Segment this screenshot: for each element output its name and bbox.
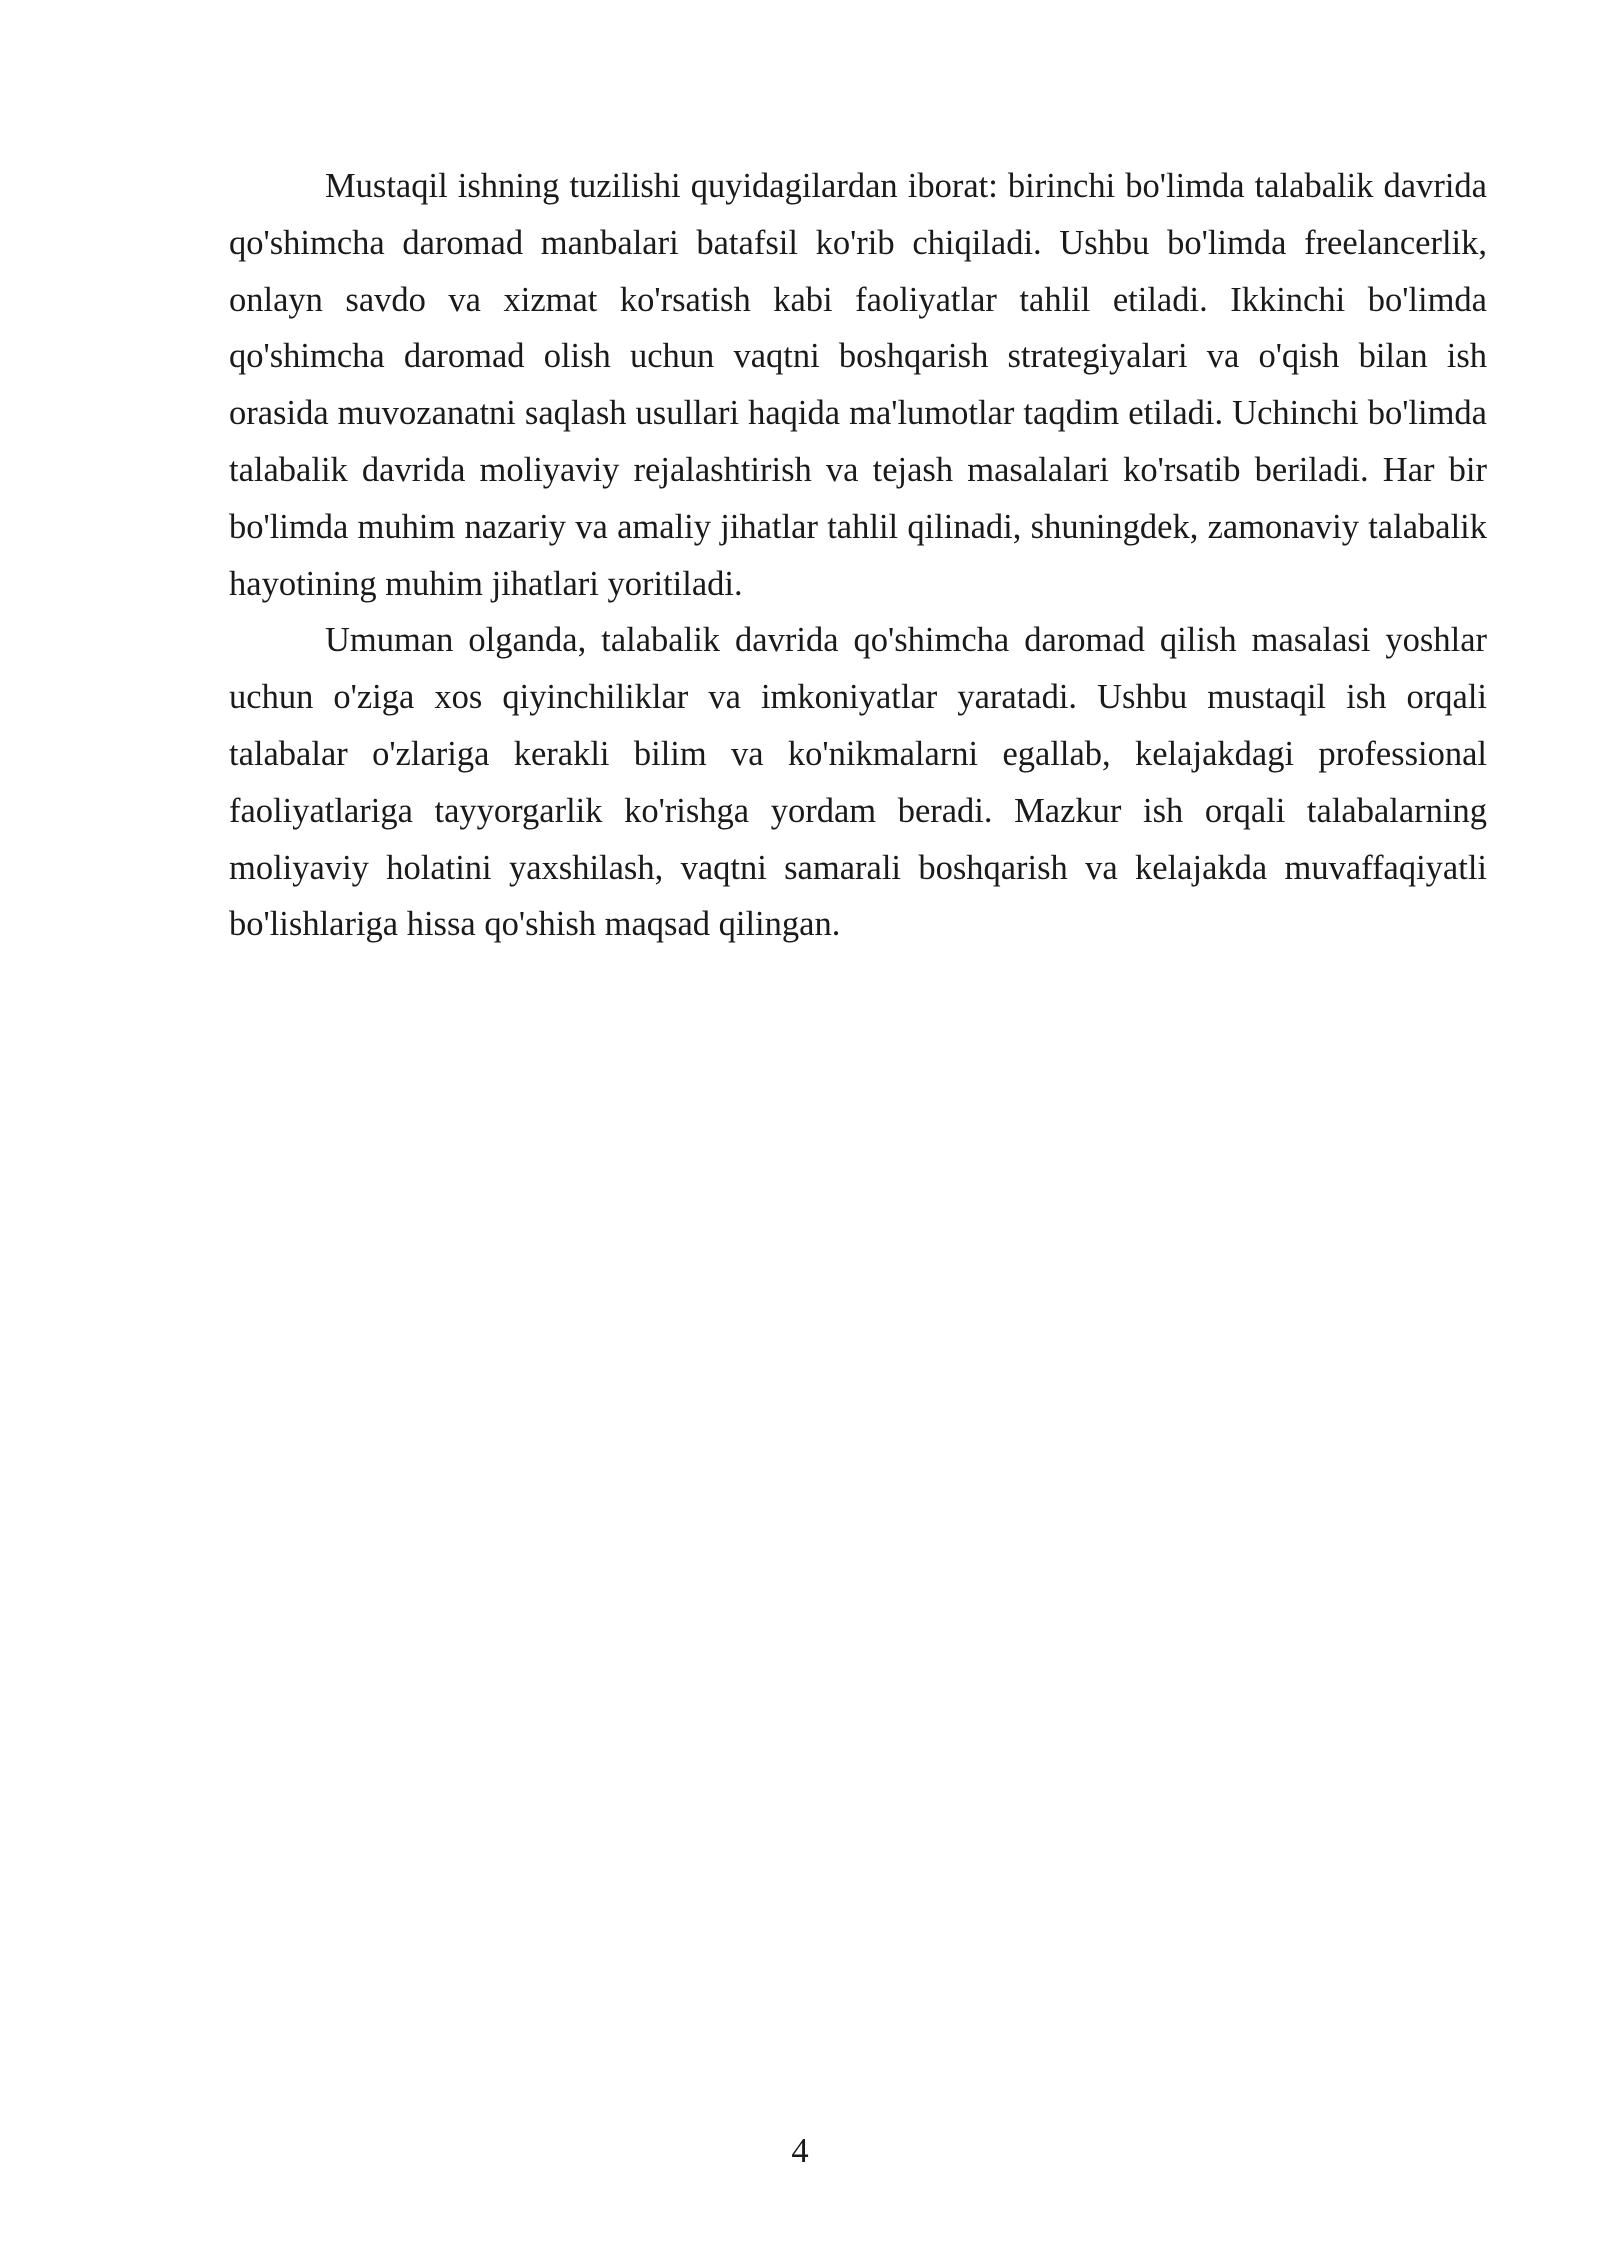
paragraph: Mustaqil ishning tuzilishi quyidagilardan iborat: birinchi bo'limda talabalik davrida qo'shimcha daromad manbalari batafsil ko'rib chiqiladi. Ushbu bo'limda freelancerlik, onlayn savdo va xizmat ko'rsatish kabi faoliyatlar tahlil etiladi. Ikkinchi bo'limda qo'shimcha daromad olish uchun vaqtni boshqarish strategiyalari va o'qish bilan ish orasida muvozanatni saqlash usullari haqida ma'lumotlar taqdim etiladi. Uchinchi bo'limda talabalik davrida moliyaviy rejalashtirish va tejash masalalari ko'rsatib beriladi. Har bir bo'limda muhim nazariy va amaliy jihatlar tahlil qilinadi, shuningdek, zamonaviy talabalik hayotining muhim jihatlari yoritiladi. (229, 167, 1487, 603)
body-text (229, 158, 1487, 953)
page-number: 4 (791, 2132, 809, 2170)
paragraph: Umuman olganda, talabalik davrida qo'shimcha daromad qilish masalasi yoshlar uchun o'ziga xos qiyinchiliklar va imkoniyatlar yaratadi. Ushbu mustaqil ish orqali talabalar o'zlariga kerakli bilim va ko'nikmalarni egallab, kelajakdagi professional faoliyatlariga tayyorgarlik ko'rishga yordam beradi. Mazkur ish orqali talabalarning moliyaviy holatini yaxshilash, vaqtni samarali boshqarish va kelajakda muvaffaqiyatli bo'lishlariga hissa qo'shish maqsad qilingan. (229, 621, 1487, 944)
